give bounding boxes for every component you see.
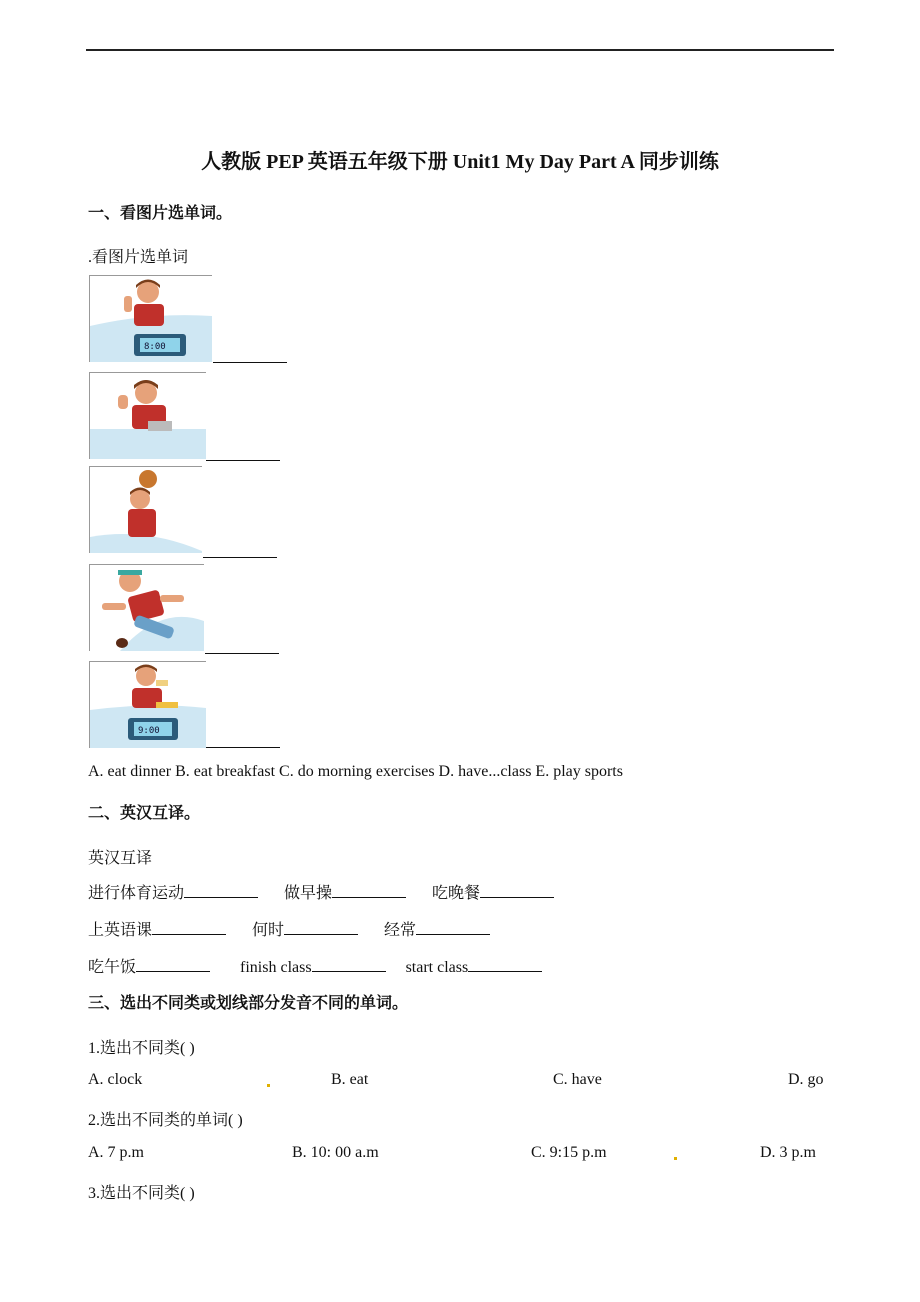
picture-eat-breakfast	[89, 275, 212, 362]
q2-option-c[interactable]: C. 9:15 p.m	[531, 1144, 607, 1161]
answer-line[interactable]	[184, 883, 258, 898]
term-7: 吃午饭	[88, 959, 137, 976]
page-title: 人教版 PEP 英语五年级下册 Unit1 My Day Part A 同步训练	[201, 151, 719, 173]
answer-blank-4[interactable]	[205, 653, 279, 654]
q1-option-d[interactable]: D. go	[788, 1071, 824, 1088]
section1-options: A. eat dinner B. eat breakfast C. do morning exercises D. have...class E. play sports	[88, 763, 623, 780]
term-9: start class	[405, 959, 469, 976]
section2-heading: 二、英汉互译。	[88, 805, 201, 822]
picture-eat-dinner	[89, 661, 206, 748]
answer-blank-1[interactable]	[213, 362, 287, 363]
term-3: 吃晚餐	[432, 885, 481, 902]
q1-stem: 1.选出不同类( )	[88, 1040, 195, 1057]
decoration-dot	[674, 1157, 677, 1160]
answer-line[interactable]	[136, 957, 210, 972]
term-5: 何时	[252, 922, 285, 939]
answer-line[interactable]	[468, 957, 542, 972]
picture-do-morning-exercises	[89, 564, 204, 651]
answer-blank-5[interactable]	[206, 747, 280, 748]
picture-play-sports	[89, 466, 202, 553]
answer-line[interactable]	[332, 883, 406, 898]
section1-heading: 一、看图片选单词。	[88, 205, 233, 222]
term-2: 做早操	[284, 885, 333, 902]
clock-5-text: 9:00	[138, 726, 160, 736]
answer-line[interactable]	[284, 920, 358, 935]
term-1: 进行体育运动	[88, 885, 185, 902]
term-8: finish class	[240, 959, 312, 976]
section1-instruction: .看图片选单词	[88, 249, 189, 266]
section2-instruction: 英汉互译	[88, 850, 153, 867]
term-6: 经常	[384, 922, 417, 939]
translation-row-1	[88, 880, 554, 903]
q1-option-b[interactable]: B. eat	[331, 1071, 369, 1088]
q2-option-d[interactable]: D. 3 p.m	[760, 1144, 816, 1161]
clock-1-text: 8:00	[144, 342, 166, 352]
answer-blank-3[interactable]	[203, 557, 277, 558]
term-4: 上英语课	[88, 922, 153, 939]
picture-have-class	[89, 372, 206, 459]
q1-option-a[interactable]: A. clock	[88, 1071, 143, 1088]
decoration-dot	[267, 1084, 270, 1087]
q1-option-c[interactable]: C. have	[553, 1071, 602, 1088]
answer-blank-2[interactable]	[206, 460, 280, 461]
answer-line[interactable]	[152, 920, 226, 935]
q2-option-b[interactable]: B. 10: 00 a.m	[292, 1144, 379, 1161]
translation-row-3	[88, 954, 542, 977]
translation-row-2	[88, 917, 490, 940]
answer-line[interactable]	[480, 883, 554, 898]
answer-line[interactable]	[312, 957, 386, 972]
q3-stem: 3.选出不同类( )	[88, 1185, 195, 1202]
section3-heading: 三、选出不同类或划线部分发音不同的单词。	[88, 995, 409, 1012]
q2-option-a[interactable]: A. 7 p.m	[88, 1144, 144, 1161]
answer-line[interactable]	[416, 920, 490, 935]
q2-stem: 2.选出不同类的单词( )	[88, 1112, 243, 1129]
top-rule	[86, 49, 834, 51]
